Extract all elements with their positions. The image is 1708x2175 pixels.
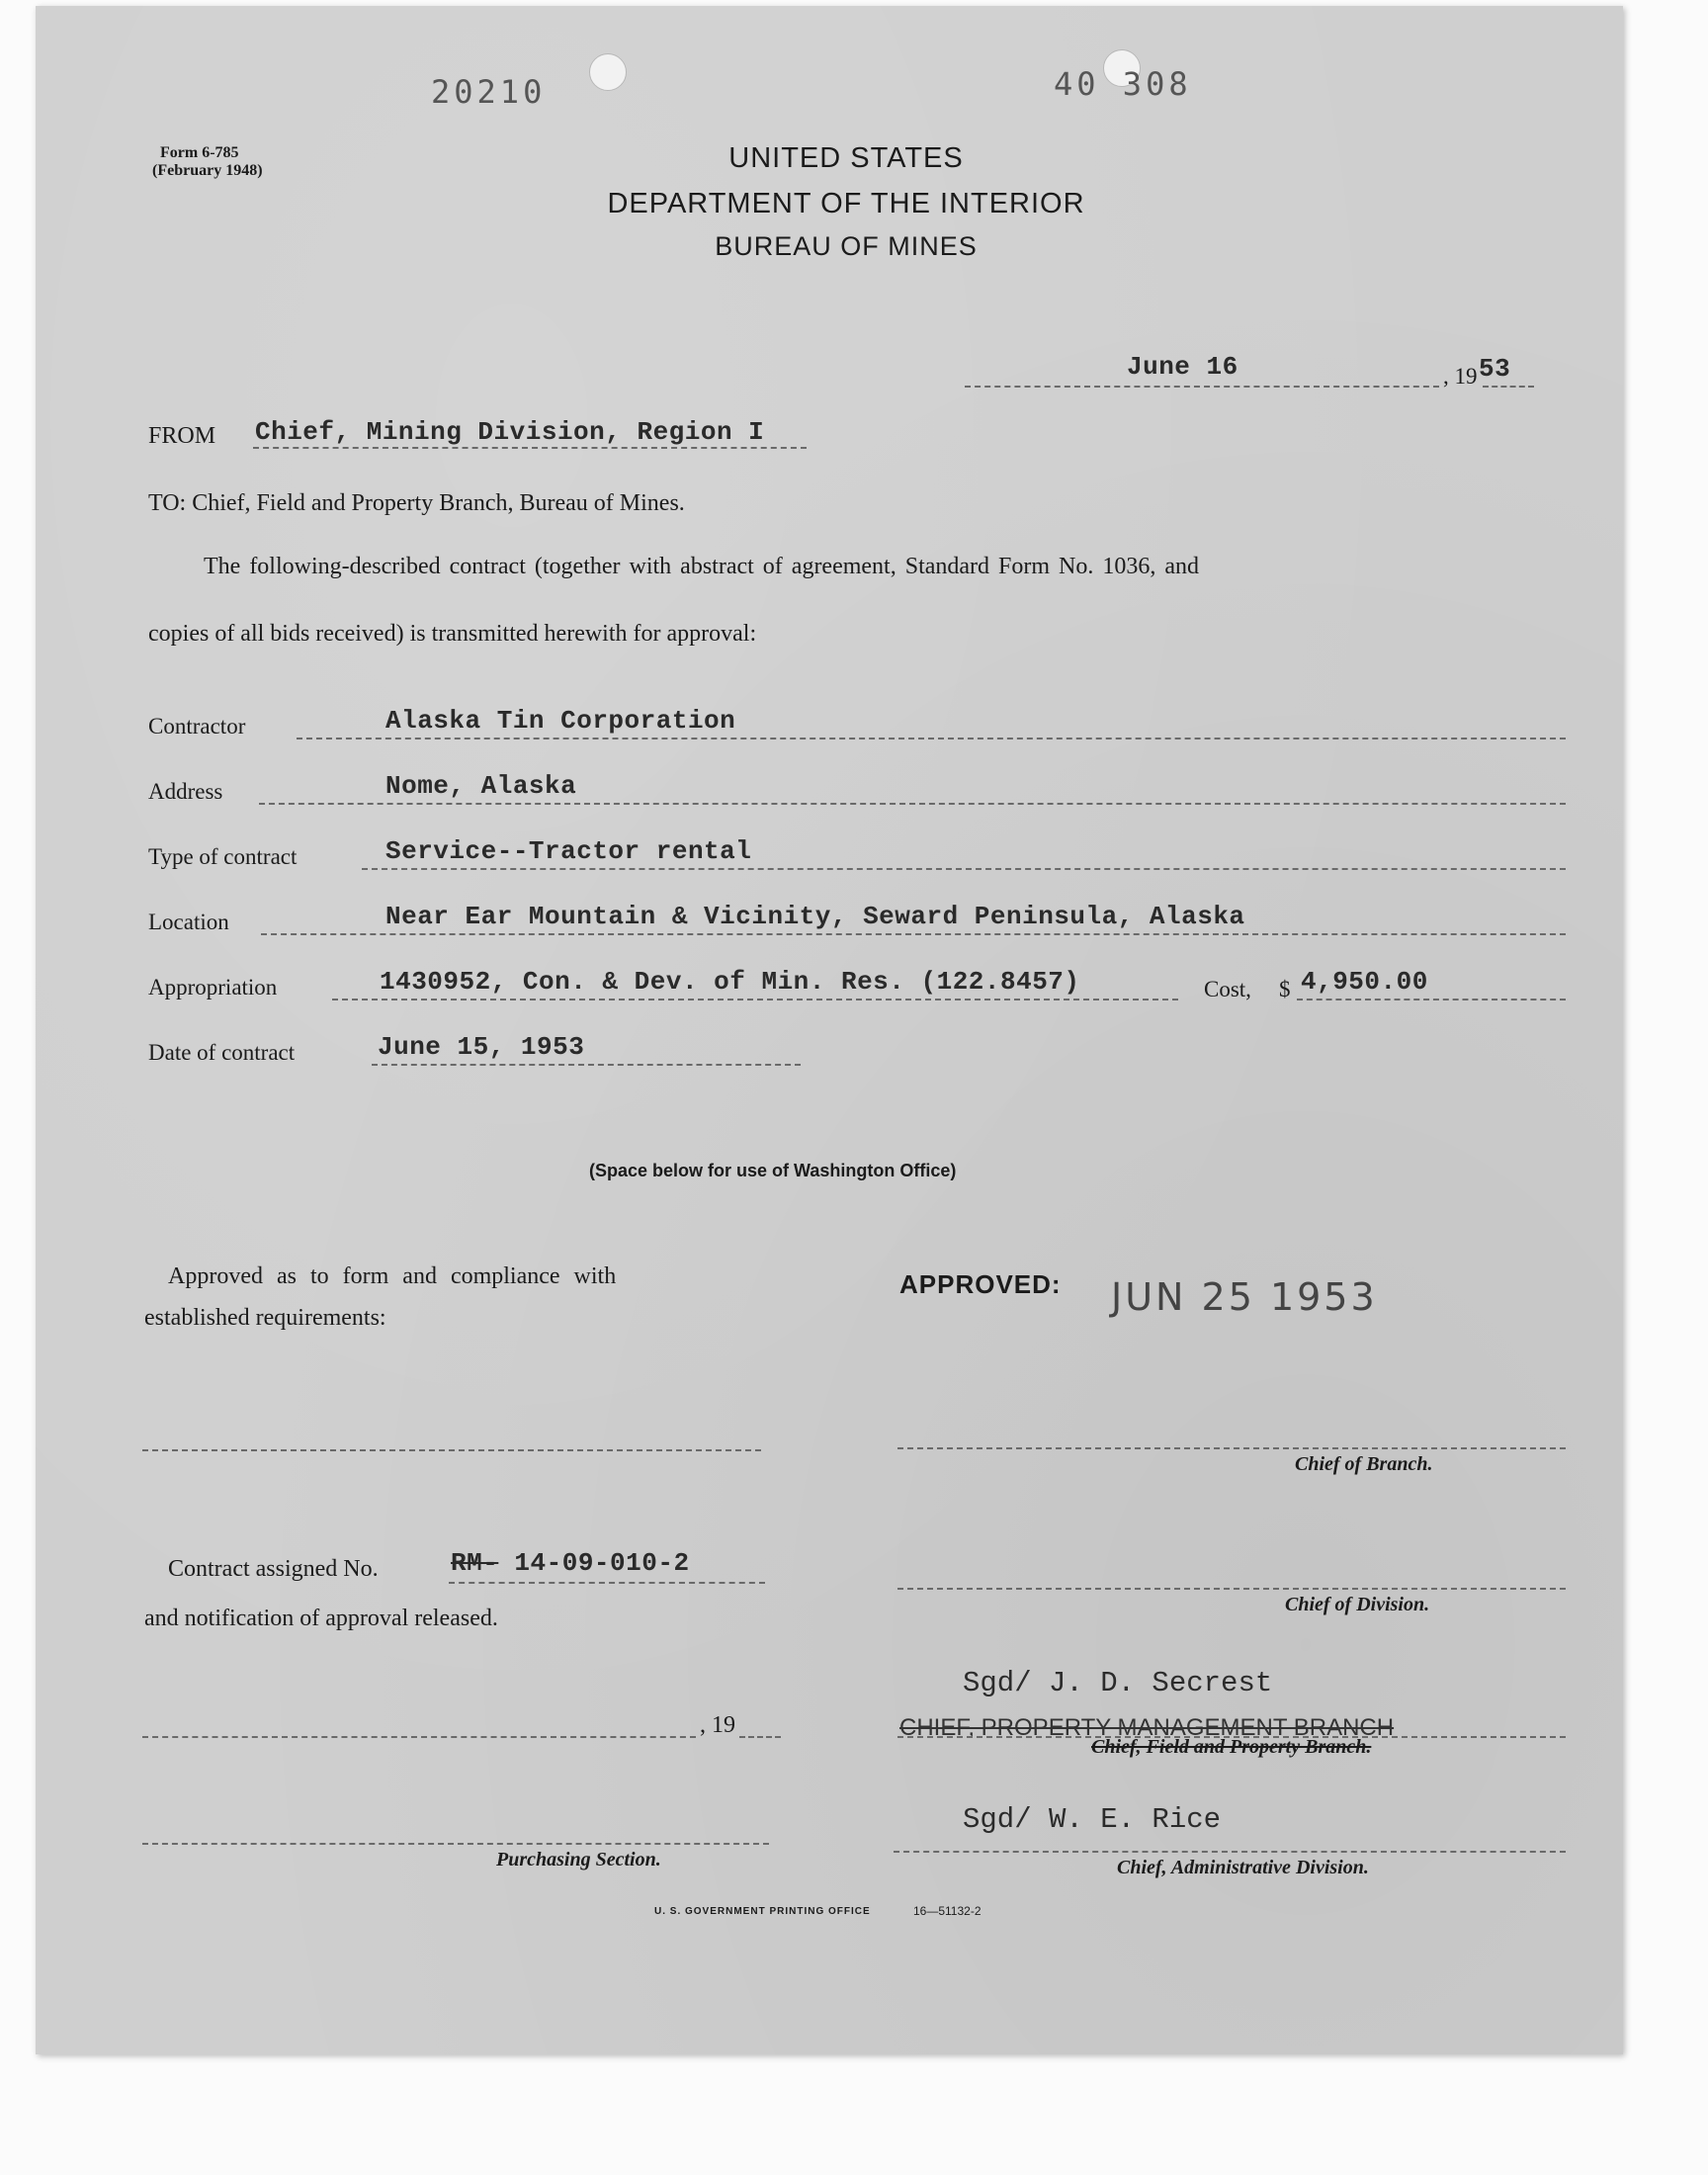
admin-division-line [894,1851,1566,1853]
year-line [1483,386,1534,388]
field-property-label: Chief, Field and Property Branch. [1091,1736,1372,1758]
printing-office: U. S. GOVERNMENT PRINTING OFFICE [654,1906,871,1917]
approved-form-line-1: Approved as to form and compliance with [168,1263,617,1289]
body-line-1: The following-described contract (together with abstract of agreement, Standard Form No. 1036, and [204,554,1200,579]
document-page [36,6,1623,2054]
date-of-contract-value: June 15, 1953 [378,1032,585,1062]
form-number: Form 6-785 [160,144,239,161]
cost-value: 4,950.00 [1301,967,1428,997]
chief-branch-line [897,1447,1566,1449]
contractor-label: Contractor [148,714,246,739]
type-label: Type of contract [148,844,298,869]
type-line [362,868,1566,870]
admin-division-label: Chief, Administrative Division. [1117,1857,1369,1878]
contract-assigned-label: Contract assigned No. [168,1556,379,1582]
purchasing-section-line [142,1843,769,1845]
chief-branch-label: Chief of Branch. [1295,1453,1433,1475]
signature-secrest: Sgd/ J. D. Secrest [963,1667,1273,1699]
memo-year-prefix: , 19 [1443,364,1478,389]
file-number-left: 20210 [431,73,547,111]
from-line [253,447,807,449]
memo-date: June 16 [1127,352,1238,382]
cost-line [1297,999,1566,1000]
cost-label: Cost, [1204,977,1251,1001]
address-line [259,803,1566,805]
purchasing-year-line [739,1736,781,1738]
agency-department: DEPARTMENT OF THE INTERIOR [607,188,1085,219]
from-value: Chief, Mining Division, Region I [255,417,765,447]
printing-code: 16—51132-2 [913,1904,982,1918]
memo-year-suffix: 53 [1479,354,1511,384]
appropriation-line [332,999,1178,1000]
contract-number-line [449,1582,765,1584]
location-label: Location [148,910,229,934]
agency-country: UNITED STATES [728,142,964,174]
agency-bureau: BUREAU OF MINES [715,231,978,261]
notification-line: and notification of approval released. [144,1606,498,1631]
approval-signature-line [142,1449,761,1451]
to-line: TO: Chief, Field and Property Branch, Bureau of Mines. [148,490,685,516]
date-of-contract-label: Date of contract [148,1040,296,1065]
address-value: Nome, Alaska [385,771,577,801]
appropriation-value: 1430952, Con. & Dev. of Min. Res. (122.8457) [380,967,1080,997]
purchasing-section-label: Purchasing Section. [496,1849,661,1870]
form-date: (February 1948) [152,162,263,179]
contractor-value: Alaska Tin Corporation [385,706,736,736]
approved-form-line-2: established requirements: [144,1305,386,1331]
date-line [965,386,1439,388]
file-number-right: 40 308 [1054,65,1192,103]
location-line [261,933,1566,935]
approved-label: APPROVED: [899,1269,1062,1299]
approved-date-stamp: JUN 25 1953 [1111,1275,1378,1319]
purchasing-year-prefix: , 19 [700,1712,735,1738]
purchasing-date-line [142,1736,696,1738]
chief-division-line [897,1588,1566,1590]
body-line-2: copies of all bids received) is transmitted herewith for approval: [148,621,757,647]
type-value: Service--Tractor rental [385,836,752,866]
date-of-contract-line [372,1064,801,1066]
washington-office-note: (Space below for use of Washington Office) [589,1161,957,1180]
location-value: Near Ear Mountain & Vicinity, Seward Peninsula, Alaska [385,902,1245,931]
contract-prefix: RM- 14-09-010-2 [451,1548,690,1578]
struck-title: CHIEF, PROPERTY MANAGEMENT BRANCH [899,1714,1395,1741]
contractor-line [297,738,1566,740]
punch-hole [589,53,627,91]
appropriation-label: Appropriation [148,975,278,1000]
cost-currency: $ [1279,977,1291,1001]
signature-rice: Sgd/ W. E. Rice [963,1803,1222,1836]
chief-division-label: Chief of Division. [1285,1594,1430,1615]
from-label: FROM [148,423,216,449]
address-label: Address [148,779,223,804]
